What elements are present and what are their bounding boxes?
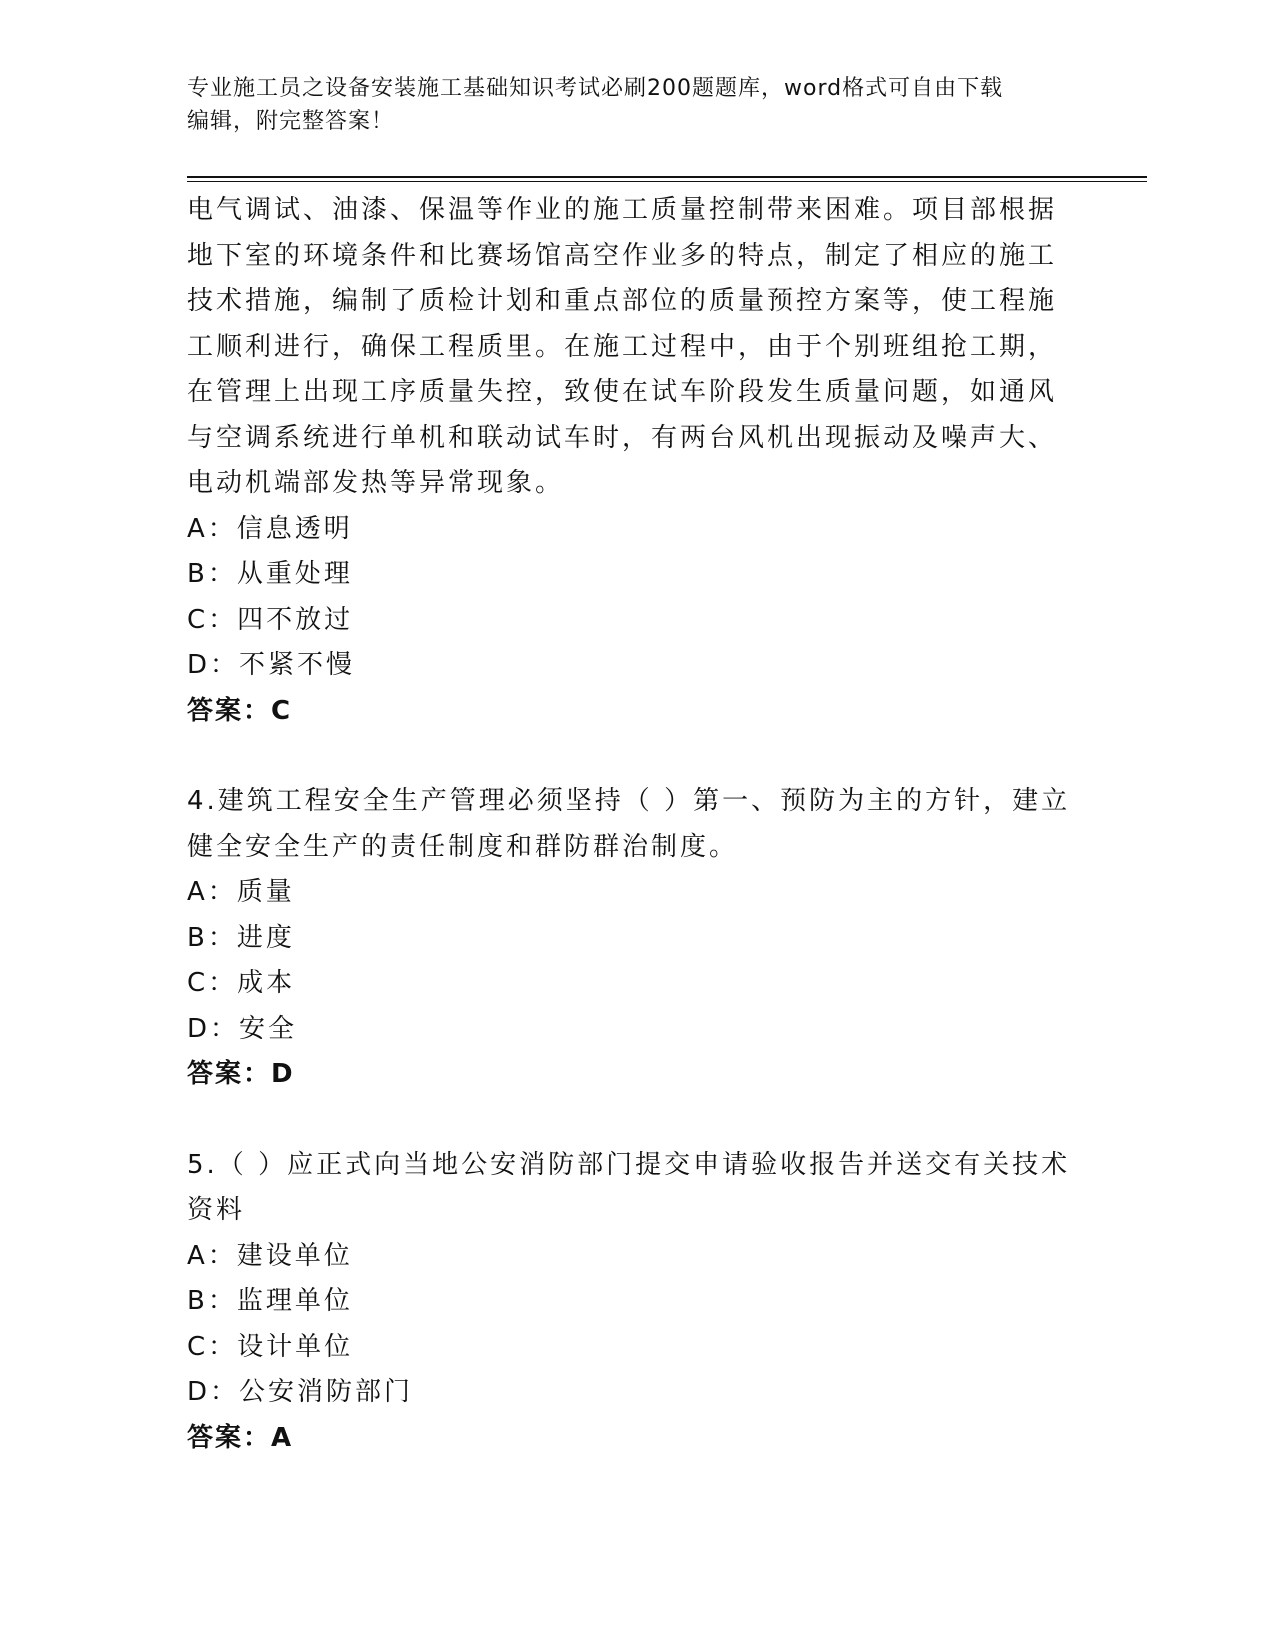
question-3	[187, 188, 1087, 734]
question-4	[187, 779, 1087, 1098]
header-line-1: 专业施工员之设备安装施工基础知识考试必刷200题题库，word格式可自由下载	[187, 76, 1004, 101]
option-c: C：四不放过	[187, 604, 354, 635]
question-stem-line: 资料	[187, 1195, 246, 1225]
answer-line: 答案：A	[187, 1422, 294, 1453]
question-stem-line: 在管理上出现工序质量失控，致使在试车阶段发生质量问题，如通风	[187, 377, 1058, 407]
option-d: D：公安消防部门	[187, 1377, 414, 1407]
option-b: B：监理单位	[187, 1286, 353, 1316]
question-spacer	[187, 1098, 1087, 1143]
question-stem-line: 技术措施，编制了质检计划和重点部位的质量预控方案等，使工程施	[187, 286, 1058, 316]
question-stem-line: 电气调试、油漆、保温等作业的施工质量控制带来困难。项目部根据	[187, 195, 1058, 225]
option-d: D：安全	[187, 1013, 298, 1044]
document-header	[187, 72, 1067, 138]
option-a: A：信息透明	[187, 513, 353, 544]
option-b: B：进度	[187, 922, 295, 953]
answer-line: 答案：C	[187, 695, 293, 726]
answer-line: 答案：D	[187, 1059, 295, 1089]
option-a: A：质量	[187, 877, 295, 907]
option-b: B：从重处理	[187, 559, 353, 589]
question-5	[187, 1143, 1087, 1462]
option-c: C：成本	[187, 968, 296, 998]
document-body	[187, 188, 1087, 1461]
question-stem-line: 5.（ ）应正式向当地公安消防部门提交申请验收报告并送交有关技术	[187, 1149, 1071, 1180]
option-d: D：不紧不慢	[187, 650, 356, 680]
question-stem-line: 工顺利进行，确保工程质里。在施工过程中，由于个别班组抢工期，	[187, 331, 1058, 362]
option-a: A：建设单位	[187, 1240, 353, 1271]
question-stem-line: 电动机端部发热等异常现象。	[187, 468, 565, 498]
option-c: C：设计单位	[187, 1331, 354, 1362]
question-stem-line: 地下室的环境条件和比赛场馆高空作业多的特点，制定了相应的施工	[187, 240, 1058, 271]
header-divider-thin	[187, 181, 1147, 182]
question-stem-line: 健全安全生产的责任制度和群防群治制度。	[187, 831, 739, 862]
question-stem-line: 4.建筑工程安全生产管理必须坚持（ ）第一、预防为主的方针，建立	[187, 786, 1071, 816]
header-divider-thick	[187, 176, 1147, 178]
question-stem-line: 与空调系统进行单机和联动试车时，有两台风机出现振动及噪声大、	[187, 422, 1058, 453]
question-spacer	[187, 734, 1087, 779]
header-line-2: 编辑，附完整答案！	[187, 109, 395, 134]
